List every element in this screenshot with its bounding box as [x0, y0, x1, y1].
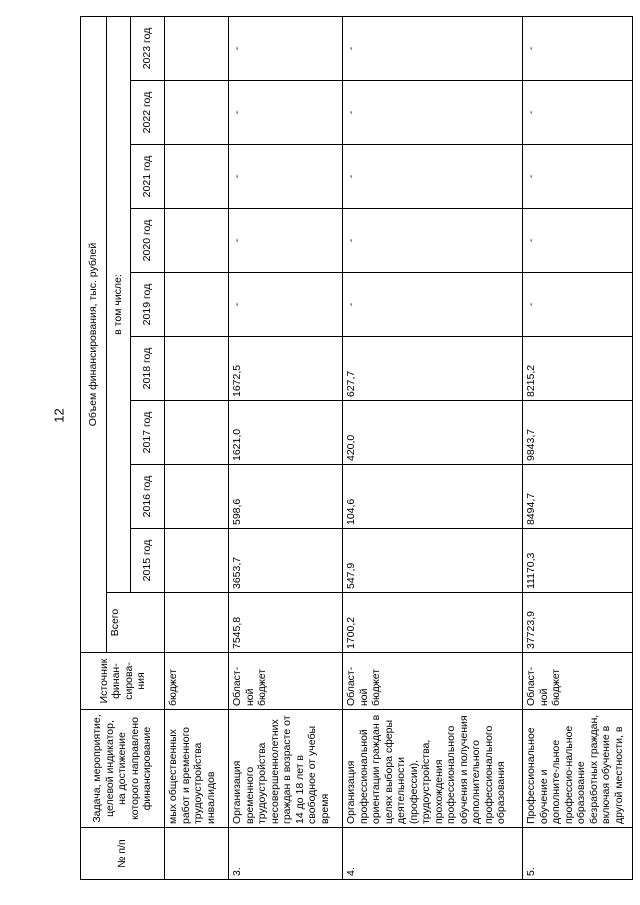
cell-value: -: [523, 145, 633, 209]
cell-value: -: [343, 209, 523, 273]
header-year: 2022 год: [131, 81, 165, 145]
header-total: Всего: [107, 593, 165, 653]
page-number: 12: [51, 408, 67, 423]
cell-value: -: [229, 273, 343, 337]
header-year: 2021 год: [131, 145, 165, 209]
cell-value: -: [229, 81, 343, 145]
header-source: Источник финан-сирова-ния: [81, 653, 165, 710]
cell-value: [165, 16, 229, 80]
cell-source: Област-ной бюджет: [343, 653, 523, 710]
cell-value: -: [523, 273, 633, 337]
cell-total: 37723,9: [523, 593, 633, 653]
cell-total: [165, 593, 229, 653]
header-year: 2019 год: [131, 273, 165, 337]
header-year: 2016 год: [131, 465, 165, 529]
cell-value: 1621,0: [229, 401, 343, 465]
cell-value: -: [343, 145, 523, 209]
cell-task: Профессиональное обучение и дополните-льное профессио-нальное образование безработных граждан, включая обучение в другой местности, в: [523, 710, 633, 828]
cell-value: 598,6: [229, 465, 343, 529]
cell-no: 5.: [523, 828, 633, 880]
cell-no: 3.: [229, 828, 343, 880]
table-row: [165, 16, 229, 879]
cell-task: мых общественных работ и временного трудоустройства инвалидов: [165, 710, 229, 828]
cell-value: -: [523, 16, 633, 80]
cell-value: 8215,2: [523, 337, 633, 401]
cell-task: Организация временного трудоустройства несовершеннолетних граждан в возрасте от 14 до 18 лет в свободное от учебы время: [229, 710, 343, 828]
header-year: 2018 год: [131, 337, 165, 401]
cell-source: Област-ной бюджет: [229, 653, 343, 710]
cell-no: 4.: [343, 828, 523, 880]
cell-value: -: [343, 273, 523, 337]
cell-value: [165, 209, 229, 273]
cell-value: -: [229, 145, 343, 209]
cell-value: 11170,3: [523, 529, 633, 593]
cell-value: [165, 337, 229, 401]
table-row: [523, 16, 633, 879]
header-year: 2017 год: [131, 401, 165, 465]
header-year: 2020 год: [131, 209, 165, 273]
financing-table: [80, 16, 633, 880]
cell-value: -: [523, 209, 633, 273]
table-row: [229, 16, 343, 879]
cell-value: [165, 529, 229, 593]
cell-value: -: [229, 209, 343, 273]
header-no: № п/п: [81, 828, 165, 880]
cell-value: -: [343, 81, 523, 145]
cell-task: Организация профессиональной ориентации граждан в целях выбора сферы деятельности (профессии), трудоустройства, прохождения профессионального обучения и получения дополнительного профессионального образования: [343, 710, 523, 828]
rotated-table-container: [80, 17, 625, 880]
header-year: 2015 год: [131, 529, 165, 593]
header-volume: Объем финансирования, тыс. рублей: [81, 16, 107, 652]
cell-value: [165, 81, 229, 145]
cell-value: 8494,7: [523, 465, 633, 529]
cell-value: [165, 145, 229, 209]
cell-value: [165, 465, 229, 529]
cell-value: [165, 401, 229, 465]
cell-source: Област-ной бюджет: [523, 653, 633, 710]
cell-value: -: [229, 16, 343, 80]
cell-value: -: [343, 16, 523, 80]
cell-no: [165, 828, 229, 880]
header-incl: в том числе:: [107, 16, 131, 592]
header-year: 2023 год: [131, 16, 165, 80]
cell-value: 547,9: [343, 529, 523, 593]
cell-value: 104,6: [343, 465, 523, 529]
cell-value: -: [523, 81, 633, 145]
cell-source: бюджет: [165, 653, 229, 710]
table-row: [343, 16, 523, 879]
cell-value: 1672,5: [229, 337, 343, 401]
cell-value: 627,7: [343, 337, 523, 401]
cell-total: 7545,8: [229, 593, 343, 653]
cell-value: 420,0: [343, 401, 523, 465]
header-task: Задача, мероприятие, целевой индикатор, на достижение которого направлено финансирование: [81, 710, 165, 828]
cell-value: 3653,7: [229, 529, 343, 593]
cell-value: [165, 273, 229, 337]
cell-value: 9843,7: [523, 401, 633, 465]
cell-total: 1700,2: [343, 593, 523, 653]
